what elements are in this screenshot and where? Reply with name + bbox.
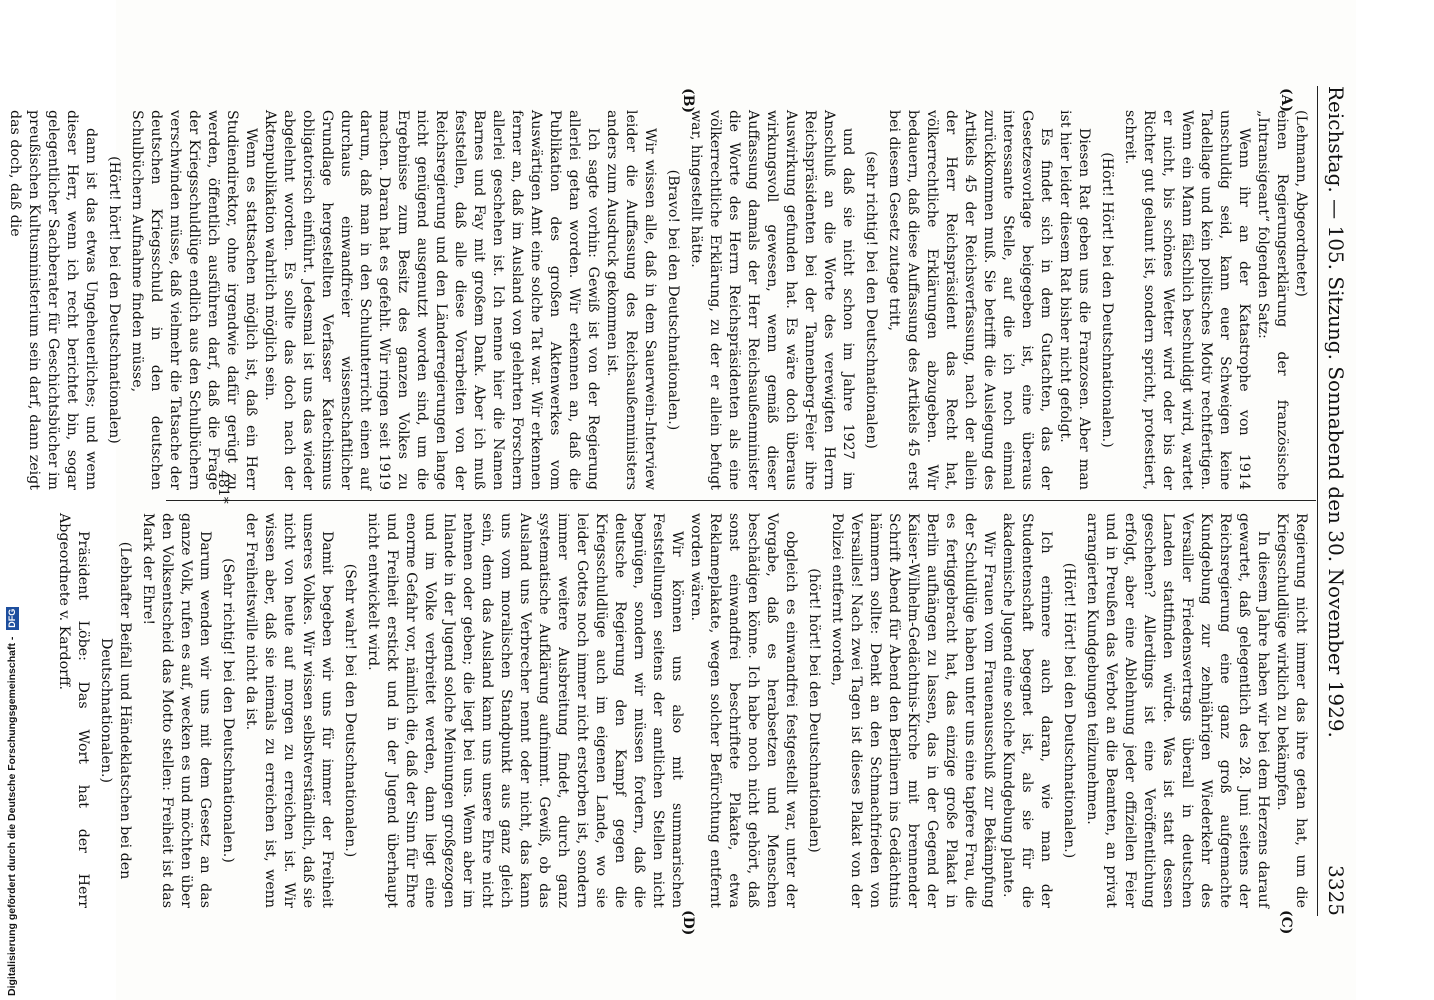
interjection: (Hört! Hört! bei den Deutschnationalen.) — [1099, 152, 1115, 448]
header-title: Reichstag. — 105. Sitzung. Sonnabend den 30. November 1929. — [1324, 86, 1348, 738]
paragraph: Wir können uns also mit summarischen Feststellungen seitens der amtlichen Stellen nicht begnügen, sondern wir müssen fordern, daß die deutsche Regierung den Kampf gegen die Kriegsschuldlüge auch im eigenen Lande, wo sie leider Gottes noch immer nicht erstorben ist, sondern immer weitere Ausbreitung findet, durch ganz systematische Aufklärung aufnimmt. Gewiß, ob das Ausland uns Verbrecher nennt oder nicht, das kann uns vom moralischen Standpunkt aus ganz gleich sein, denn das Ausland kann uns unsere Ehre nicht nehmen oder geben; die liegt bei uns. Wenn aber im Inlande in der Jugend solche Meinungen großgezogen und im Volke verbreitet werden, dann liegt eine enorme Gefahr vor, nämlich die, daß der Sinn für Ehre und Freiheit erstickt und in der Jugend überhaupt nicht entwickelt wird. — [365, 513, 685, 908]
column-divider — [166, 500, 1316, 501]
interjection: (Hört! Hört! bei den Deutschnationalen.) — [1061, 562, 1077, 859]
paragraph: Wir Frauen vom Frauenausschuß zur Bekämpfung der Schuldlüge haben unter uns eine tapfere Frau, die es fertiggebracht hat, das einzige große Plakat in Berlin aufhängen zu lassen, das in der Gegend der Kaiser-Wilhelm-Gedächtnis-Kirche mit brennender Schrift Abend für Abend den Berlinern ins Gedächtnis hämmern sollte: Denkt an den Schmachfrieden von Versailles! Nach zwei Tagen ist dieses Plakat von der Polizei entfernt worden, — [829, 513, 997, 908]
page-footer: 481* — [215, 470, 231, 504]
paragraph: Darum wenden wir uns mit dem Gesetz an das ganze Volk, rufen es auf, wecken es und möchten über den Volksentscheid das Motto stellen: Freiheit ist das Mark der Ehre! — [140, 513, 213, 908]
paragraph: Es findet sich in dem Gutachten, das der Gesetzesvorlage beigegeben ist, eine überaus interessante Stelle, auf die ich noch einmal zurückkommen muß. Sie betrifft die Auslegung des Artikels 45 der Reichsverfassung, nach der allein der Herr Reichspräsident das Recht hat, völkerrechtliche Erklärungen abzugeben. Wir bedauern, daß diese Auffassung des Artikels 45 erst bei diesem Gesetz zutage tritt, — [886, 110, 1054, 490]
page-header — [1320, 86, 1348, 916]
paragraph: einen Regierungserklärung der französische „Intransigeant“ folgenden Satz: — [1255, 110, 1290, 490]
interjection: (Hört! hört! bei den Deutschnationalen) — [106, 156, 122, 444]
margin-letter-d: (D) — [680, 910, 696, 936]
paragraph: Regierung nicht immer das ihre getan hat, um die Kriegsschuldlüge wirklich zu bekämpfen. — [1274, 513, 1309, 908]
interjection: (Lebhafter Beifall und Händeklatschen bei den Deutschnationalen.) — [98, 541, 133, 880]
left-column — [5, 110, 1310, 490]
paragraph: Wir wissen alle, daß in dem Sauerwein-Interview leider die Auffassung des Reichsaußenministers anders zum Ausdruck gekommen ist. — [604, 110, 658, 490]
paragraph: und daß sie nicht schon im Jahre 1927 im Anschluß an die Worte des verewigten Herrn Reichspräsidenten bei der Tannenberg-Feier ihre Auswirkung gefunden hat. Es wäre doch überaus wirkungsvoll gewesen, wenn gemäß dieser Auffassung damals der Herr Reichsaußenminister die Worte des Herrn Reichspräsidenten als eine völkerrechtliche Erklärung, zu der er allein befugt war, hingestellt hätte. — [688, 110, 856, 490]
paragraph: Diesen Rat geben uns die Franzosen. Aber man ist hier leider diesem Rat bisher nicht gefolgt. — [1057, 110, 1092, 490]
interjection: (Sehr wahr! bei den Deutschnationalen.) — [342, 563, 358, 858]
paragraph: obgleich es einwandfrei festgestellt war, unter der Vorgabe, daß es herabsetzen und Menschen beschädigen könne. Ich habe noch nicht gehört, daß sonst einwandfrei beschriftete Plakate, etwa Reklameplakate, wegen solcher Befürchtung entfernt worden wären. — [688, 513, 799, 908]
dfg-logo: DFG — [6, 608, 17, 628]
interjection: (Bravo! bei den Deutschnationalen.) — [665, 169, 681, 431]
margin-letter-b: (B) — [680, 88, 696, 114]
right-column — [54, 513, 1310, 908]
header-rule — [1317, 86, 1318, 916]
margin-letter-c: (C) — [1278, 910, 1294, 935]
paragraph: Präsident Löbe: Das Wort hat der Herr Abgeordnete v. Kardorff. — [56, 513, 91, 908]
page-number: 3325 — [1324, 865, 1348, 916]
paragraph: (Lehmann, Abgeordneter) — [1293, 110, 1309, 297]
interjection: (sehr richtig! bei den Deutschnationalen) — [863, 151, 879, 449]
interjection: (hört! hört! bei den Deutschnationalen) — [806, 568, 822, 853]
paragraph: In diesem Jahre haben wir bei dem Herzens darauf gewartet, daß gelegentlich des 28. Juni seitens der Reichsregierung eine ganz groß aufgemachte Kundgebung zur zehnjährigen Wiederkehr des Versailler Friedensvertrags überall in deutschen Landen stattfinden würde. Was ist statt dessen geschehen? Allerdings ist eine Veröffentlichung erfolgt, aber eine Ablehnung jeder offiziellen Feier und in Preußen das Verbot an die Beamten, an privat arrangierten Kundgebungen teilzunehmen. — [1084, 513, 1271, 908]
paragraph: Ich sagte vorhin: Gewiß ist von der Regierung allerlei getan worden. Wir erkennen an, daß die Publikation des großen Aktenwerkes vom Auswärtigen Amt eine solche Tat war. Wir erkennen ferner an, daß im Ausland von gelehrten Forschern allerlei geschehen ist. Ich nenne hier die Namen Barnes und Fay mit großem Dank. Aber ich muß feststellen, daß alle diese Vorarbeiten von der Reichsregierung und den Länderregierungen lange nicht genügend ausgenutzt worden sind, um die Ergebnisse zum Besitz des ganzen Volkes zu machen. Daran hat es gefehlt. Wir ringen seit 1919 darum, daß man in den Schulunterricht einen auf durchaus einwandfreier wissenschaftlicher Grundlage hergestellten Verfasser Katechismus obligatorisch einführt. Jedesmal ist uns das wieder abgelehnt worden. Es sollte das doch nach der Aktenpublikation wahrlich möglich sein. — [262, 110, 601, 490]
margin-letter-a: (A) — [1278, 88, 1294, 113]
dfg-credit — [3, 608, 21, 996]
paragraph: Damit begeben wir uns für immer der Freiheit unseres Volkes. Wir wissen selbstverständlich, daß sie nicht von heute auf morgen zu erreichen ist. Wir wissen aber, daß sie niemals zu erreichen ist, wenn der Freiheitswille nicht da ist. — [243, 513, 335, 908]
dfg-credit-text: Digitalisierung gefördert durch die Deutsche Forschungsgemeinschaft - — [6, 636, 18, 996]
paragraph: Wenn ihr an der Katastrophe von 1914 unschuldig seid, kann euer Schweigen keine Tadellage und kein politisches Motiv rechtfertigen. Wenn ein Mann fälschlich beschuldigt wird, wartet er nicht, bis schönes Wetter wird oder bis der Richter gut gelaunt ist, sondern spricht, protestiert, schreit. — [1122, 110, 1252, 490]
paragraph: Wenn es stattsachen möglich ist, daß ein Herr Studiendirektor, ohne irgendwie dafür gerügt zu werden, öffentlich ausführen darf, daß die Frage der Kriegsschuldlüge endlich aus den Schulbüchern verschwinden müsse, daß vielmehr die Tatsache der deutschen Kriegsschuld in den deutschen Schulbüchern Aufnahme finden müsse, — [129, 110, 259, 490]
paragraph: Ich erinnere auch daran, wie man der Studentenschaft begegnet ist, als sie für die akademische Jugend eine solche Kundgebung plante. — [1000, 513, 1054, 908]
interjection: (Sehr richtig! bei den Deutschnationalen.) — [220, 558, 236, 863]
paragraph: dann ist das etwas Ungeheuerliches; und wenn dieser Herr, wenn ich recht berichtet bin, sogar gelegentlicher Sachberater für Geschichtsbücher im preußischen Kultusministerium sein darf, dann zeigt das doch, daß die — [7, 110, 99, 490]
